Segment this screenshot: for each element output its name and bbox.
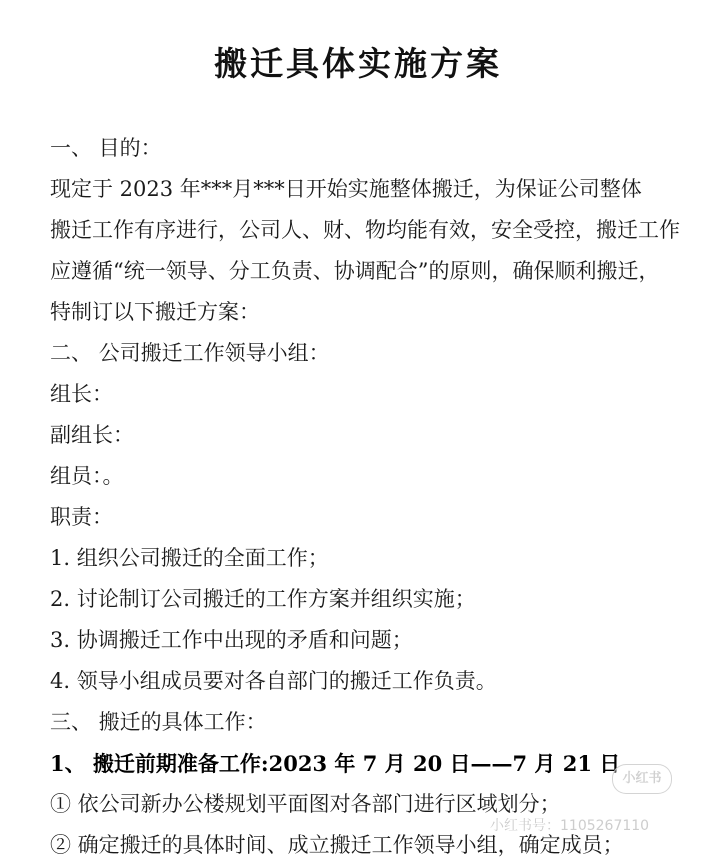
watermark-id-text: 小红书号：1105267110 [490,818,650,834]
deputy-leader-label: 副组长： [50,423,134,447]
list-item: 4. 领导小组成员要对各自部门的搬迁工作负责。 [50,669,497,693]
section-heading-specific-work: 三、 搬迁的具体工作： [50,710,267,734]
watermark-logo: 小红书 [612,764,672,794]
group-leader-label: 组长： [50,382,113,406]
list-item: ① 依公司新办公楼规划平面图对各部门进行区域划分； [50,792,561,816]
section-heading-purpose: 一、 目的： [50,136,162,160]
paragraph-line: 应遵循“统一领导、分工负责、协调配合”的原则，确保顺利搬迁， [50,259,660,283]
paragraph-line: 现定于 2023 年***月***日开始实施整体搬迁，为保证公司整体 [50,177,642,201]
subsection-heading-preparation: 1、 搬迁前期准备工作:2023 年 7 月 20 日——7 月 21 日 [50,751,621,776]
duties-label: 职责： [50,505,113,529]
list-item: 1. 组织公司搬迁的全面工作； [50,546,329,570]
paragraph-line: 特制订以下搬迁方案： [50,300,260,324]
members-label: 组员：。 [50,464,124,488]
section-heading-leadership-group: 二、 公司搬迁工作领导小组： [50,341,330,365]
list-item: 2. 讨论制订公司搬迁的工作方案并组织实施； [50,587,476,611]
list-item: 3. 协调搬迁工作中出现的矛盾和问题； [50,628,413,652]
list-item: ② 确定搬迁的具体时间、成立搬迁工作领导小组，确定成员； [50,833,624,857]
document-title: 搬迁具体实施方案 [214,44,502,83]
paragraph-line: 搬迁工作有序进行，公司人、财、物均能有效，安全受控，搬迁工作 [50,218,680,242]
